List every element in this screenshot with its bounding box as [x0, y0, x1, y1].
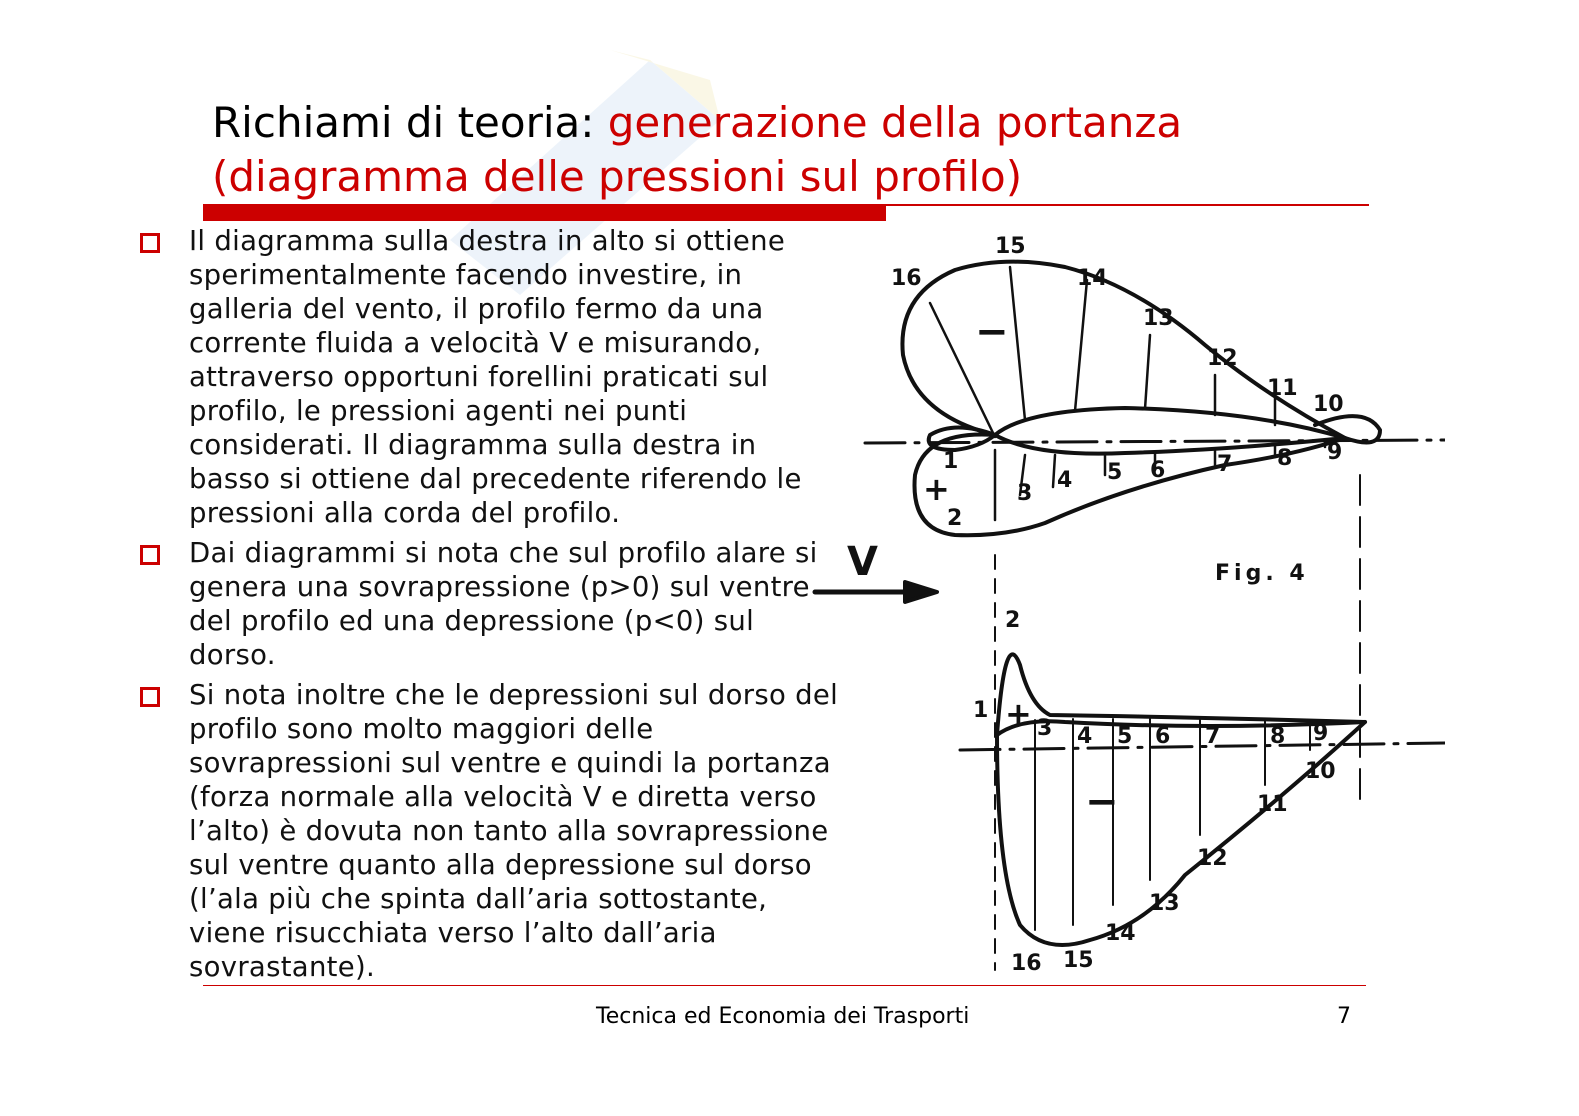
upper-point-4: 4 — [1057, 468, 1073, 493]
lower-suction-curve — [997, 722, 1365, 945]
lower-minus-sign: − — [1085, 779, 1119, 825]
velocity-label: V — [847, 539, 878, 585]
velocity-arrowhead — [905, 582, 937, 602]
lower-point-12: 12 — [1197, 846, 1228, 871]
suction-envelope — [902, 262, 1345, 438]
lower-point-5: 5 — [1117, 724, 1133, 749]
upper-point-15: 15 — [995, 234, 1026, 259]
lower-point-14: 14 — [1105, 921, 1136, 946]
upper-point-8: 8 — [1277, 446, 1293, 471]
upper-point-3: 3 — [1017, 481, 1033, 506]
lower-point-3: 3 — [1037, 716, 1053, 741]
bullet-square-icon — [140, 545, 160, 565]
upper-point-14: 14 — [1077, 266, 1108, 291]
upper-point-5: 5 — [1107, 460, 1123, 485]
lower-point-16: 16 — [1011, 951, 1042, 975]
pressure-diagram-figure — [805, 225, 1445, 975]
bullet-square-icon — [140, 687, 160, 707]
upper-point-7: 7 — [1217, 452, 1233, 477]
title-underline-thick — [203, 204, 886, 221]
lower-point-7: 7 — [1205, 724, 1221, 749]
lower-point-1: 1 — [973, 698, 989, 723]
bullet-text: Dai diagrammi si nota che sul profilo alare si genera una sovrapressione (p>0) sul ventre del profilo ed una depressione (p<0) sul dorso. — [189, 537, 818, 671]
lower-point-15: 15 — [1063, 948, 1094, 973]
slide-title — [212, 96, 1372, 204]
lower-chord-line — [960, 743, 1445, 750]
upper-minus-sign: − — [975, 309, 1009, 355]
lower-point-2: 2 — [1005, 608, 1021, 633]
leading-loop — [929, 428, 995, 451]
footer-course-title: Tecnica ed Economia dei Trasporti — [596, 1004, 970, 1029]
lower-point-11: 11 — [1257, 792, 1288, 817]
upper-point-10: 10 — [1313, 392, 1344, 417]
lower-point-13: 13 — [1149, 891, 1180, 916]
lower-point-4: 4 — [1077, 724, 1093, 749]
upper-point-11: 11 — [1267, 376, 1298, 401]
bullet-text: Si nota inoltre che le depressioni sul dorso del profilo sono molto maggiori delle sovrapressioni sul ventre e quindi la portanza (forza normale alla velocità V e diretta verso l’alto) è dovuta non tanto alla sovrapressione sul ventre quanto alla depressione sul dorso (l’ala più che spinta dall’aria sottostante, viene risucchiata verso l’alto dall’aria sovrastante). — [189, 679, 839, 983]
lower-point-10: 10 — [1305, 759, 1336, 784]
upper-point-12: 12 — [1207, 346, 1238, 371]
bullet-item — [140, 224, 840, 530]
upper-point-2: 2 — [947, 506, 963, 531]
footer-divider — [203, 985, 1366, 986]
upper-point-16: 16 — [891, 266, 922, 291]
lower-point-6: 6 — [1155, 724, 1171, 749]
upper-plus-sign: + — [923, 470, 950, 508]
title-underline-thin — [886, 204, 1369, 206]
upper-point-6: 6 — [1150, 458, 1166, 483]
title-highlight: generazione della portanza (diagramma delle pressioni sul profilo) — [212, 98, 1183, 201]
lower-plus-sign: + — [1005, 695, 1032, 733]
upper-point-9: 9 — [1327, 440, 1343, 465]
bullet-square-icon — [140, 233, 160, 253]
bullet-item — [140, 536, 840, 672]
airfoil-profile — [995, 408, 1345, 454]
upper-point-1: 1 — [943, 449, 959, 474]
bullet-list — [140, 224, 840, 990]
figure-caption: Fig. 4 — [1215, 561, 1309, 586]
bullet-item — [140, 678, 840, 984]
page-number: 7 — [1337, 1004, 1351, 1029]
lower-point-9: 9 — [1313, 721, 1329, 746]
bullet-text: Il diagramma sulla destra in alto si ottiene sperimentalmente facendo investire, in galleria del vento, il profilo fermo da una corrente fluida a velocità V e misurando, attraverso opportuni forellini praticati sul profilo, le pressioni agenti nei punti considerati. Il diagramma sulla destra in basso si ottiene dal precedente riferendo le pressioni alla corda del profilo. — [189, 225, 802, 529]
lower-point-8: 8 — [1270, 724, 1286, 749]
title-prefix: Richiami di teoria: — [212, 98, 608, 147]
upper-point-13: 13 — [1143, 306, 1174, 331]
